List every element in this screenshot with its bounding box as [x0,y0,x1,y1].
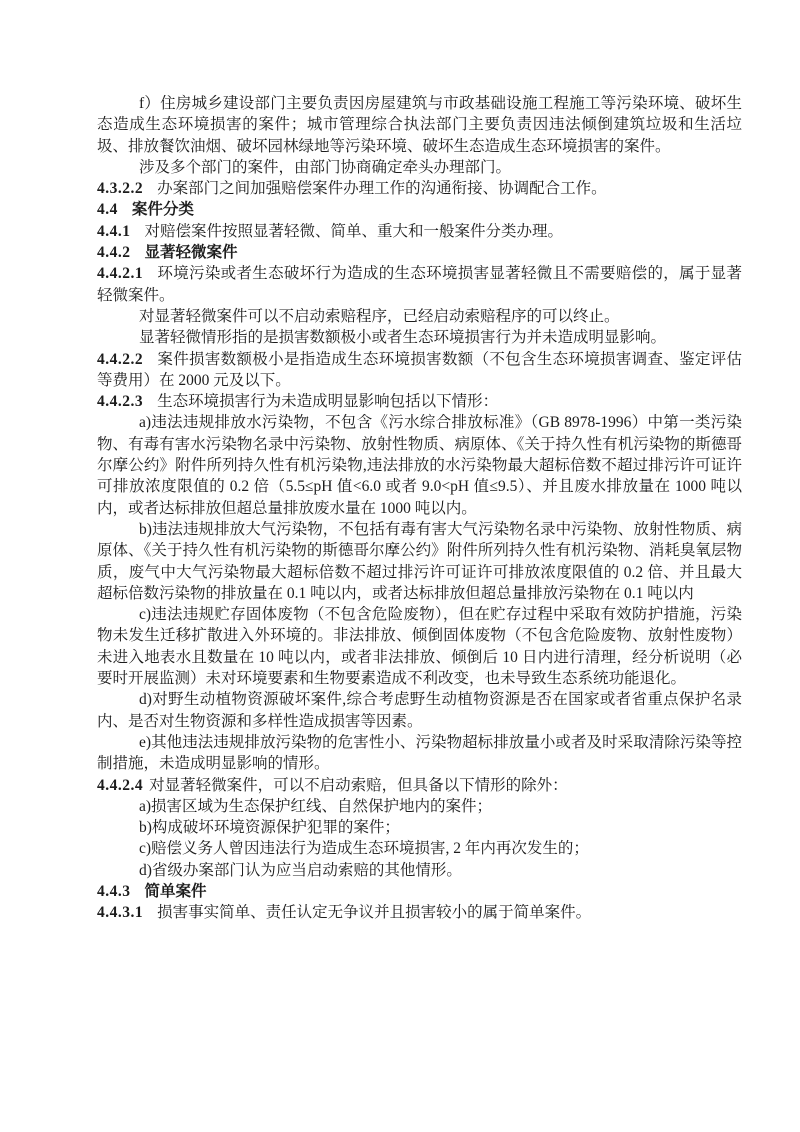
paragraph [97,604,742,689]
paragraph [97,689,742,732]
paragraph [97,263,742,306]
paragraph [97,881,742,902]
paragraph [97,796,742,817]
paragraph [97,306,742,327]
paragraph [97,327,742,348]
paragraph [97,242,742,263]
paragraph-text: 生态环境损害行为未造成明显影响包括以下情形： [157,393,499,411]
section-number: 4.4.2.4 [97,776,144,794]
paragraph-text: 案件损害数额极小是指造成生态环境损害数额（不包含生态环境损害调查、鉴定评估等费用）在 2000 元及以下。 [97,350,742,389]
paragraph-text: 环境污染或者生态破坏行为造成的生态环境损害显著轻微且不需要赔偿的，属于显著轻微案件。 [97,265,742,304]
paragraph [97,860,742,881]
section-number: 4.4.1 [97,222,131,240]
paragraph [97,775,742,796]
section-number: 4.3.2.2 [97,180,144,198]
section-number: 4.4.3.1 [97,904,144,922]
paragraph [97,178,742,199]
section-number: 4.4.2.2 [97,350,144,368]
paragraph-text: 案件分类 [131,201,194,219]
paragraph [97,412,742,518]
paragraph-text: 对显著轻微案件可以不启动索赔程序，已经启动索赔程序的可以终止。 [139,307,620,325]
section-number: 4.4.2.1 [97,265,144,283]
paragraph-text: b)构成破坏环境资源保护犯罪的案件； [139,819,400,837]
paragraph-text: d)对野生动植物资源破坏案件,综合考虑野生动植物资源是否在国家或者省重点保护名录内、是否对生物资源和多样性造成损害等因素。 [97,691,742,730]
paragraph [97,902,742,923]
paragraph-text: a)损害区域为生态保护红线、自然保护地内的案件； [139,797,493,815]
paragraph-text: b)违法违规排放大气污染物，不包括有毒有害大气污染物名录中污染物、放射性物质、病原体、《关于持久性有机污染物的斯德哥尔摩公约》附件所列持久性有机污染物、消耗臭氧层物质，废气中大气污染物最大超标倍数不超过排污许可证许可排放浓度限值的 0.2 倍、并且最大超标倍数污染物的排放量在 0.1 吨以内，或者达标排放但超总量排放污染物在 0.1 吨以内 [97,520,742,602]
paragraph [97,838,742,859]
paragraph [97,519,742,604]
paragraph-text: 涉及多个部门的案件，由部门协商确定牵头办理部门。 [139,158,512,176]
paragraph-text: c)赔偿义务人曾因违法行为造成生态环境损害, 2 年内再次发生的； [139,840,589,858]
paragraph-text: 简单案件 [144,882,207,900]
paragraph-text: c)违法违规贮存固体废物（不包含危险废物），但在贮存过程中采取有效防护措施，污染物未发生迁移扩散进入外环境的。非法排放、倾倒固体废物（不包含危险废物、放射性废物）未进入地表水且数量在 10 吨以内，或者非法排放、倾倒后 10 日内进行清理，经分析说明（必要时开展监测）未对环境要素和生物要素造成不利改变，也未导致生态系统功能退化。 [97,606,742,688]
paragraph [97,391,742,412]
section-number: 4.4.3 [97,882,131,900]
paragraph [97,157,742,178]
section-number: 4.4 [97,201,118,219]
paragraph [97,221,742,242]
paragraph-text: e)其他违法违规排放污染物的危害性小、污染物超标排放量小或者及时采取清除污染等控制措施，未造成明显影响的情形。 [97,733,742,773]
paragraph [97,349,742,392]
paragraph-text: 对赔偿案件按照显著轻微、简单、重大和一般案件分类办理。 [144,222,564,240]
paragraph-text: 损害事实简单、责任认定无争议并且损害较小的属于简单案件。 [157,904,592,922]
document-body [97,93,742,924]
section-number: 4.4.2.3 [97,393,144,411]
paragraph-text: d)省级办案部门认为应当启动索赔的其他情形。 [139,861,462,879]
paragraph-text: 对显著轻微案件，可以不启动索赔，但具备以下情形的除外： [149,776,568,794]
paragraph [97,817,742,838]
paragraph-text: 显著轻微情形指的是损害数额极小或者生态环境损害行为并未造成明显影响。 [139,329,667,347]
paragraph-text: 办案部门之间加强赔偿案件办理工作的沟通衔接、协调配合工作。 [157,180,607,198]
paragraph [97,199,742,220]
paragraph-text: 显著轻微案件 [144,244,238,262]
paragraph-text: f）住房城乡建设部门主要负责因房屋建筑与市政基础设施工程施工等污染环境、破坏生态造成生态环境损害的案件；城市管理综合执法部门主要负责因违法倾倒建筑垃圾和生活垃圾、排放餐饮油烟、破坏园林绿地等污染环境、破坏生态造成生态环境损害的案件。 [97,95,742,155]
section-number: 4.4.2 [97,244,131,262]
paragraph-text: a)违法违规排放水污染物，不包含《污水综合排放标准》（GB 8978-1996）中第一类污染物、有毒有害水污染物名录中污染物、放射性物质、病原体、《关于持久性有机污染物的斯德哥尔摩公约》附件所列持久性有机污染物,违法排放的水污染物最大超标倍数不超过排污许可证许可排放浓度限值的 0.2 倍（5.5≤pH 值<6.0 或者 9.0<pH 值≤9.5）、并且废水排放量在 1000 吨以内，或者达标排放但超总量排放废水量在 1000 吨以内。 [97,414,742,517]
paragraph [97,93,742,157]
paragraph [97,732,742,775]
